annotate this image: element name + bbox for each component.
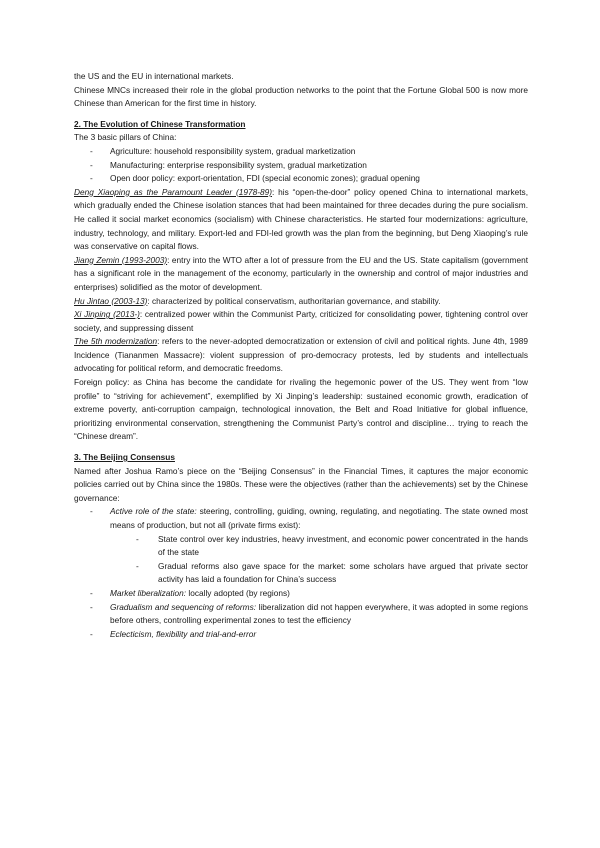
item-label: Active role of the state: bbox=[110, 506, 197, 517]
item-label: Gradualism and sequencing of reforms: bbox=[110, 601, 257, 612]
pillars-intro: The 3 basic pillars of China: bbox=[74, 132, 177, 143]
hu-label: Hu Jintao (2003-13) bbox=[74, 295, 148, 306]
intro-paragraph: Chinese MNCs increased their role in the global production networks to the point that the Fortune Global 500 is now more Chinese than American for the first time in history. bbox=[74, 84, 528, 109]
item-label: Eclecticism, flexibility and trial-and-error bbox=[110, 628, 257, 639]
page-content bbox=[74, 70, 528, 641]
list-item: - Manufacturing: enterprise responsibility system, gradual marketization bbox=[74, 159, 528, 173]
sub-list-item: - Gradual reforms also gave space for the market: some scholars have argued that private sector activity has laid a foundation for China’s success bbox=[110, 560, 528, 587]
beijing-consensus-intro: Named after Joshua Ramo’s piece on the “Beijing Consensus” in the Financial Times, it captures the major economic policies carried out by China since the 1980s. These were the objectives (rather than the achievements) set by the Chinese governance: bbox=[74, 465, 528, 503]
foreign-policy-paragraph: Foreign policy: as China has become the candidate for rivaling the hegemonic power of the US. They went from “low profile” to “striving for achievement”, exemplified by Xi Jinping’s leadership: sustained economic growth, eradication of extreme poverty, anti-corruption campaign, technological innovation, the Belt and Road Initiative for global influence, prioritizing environmental conservation, strengthening the Communist Party’s control and discipline… trying to reach the “Chinese dream”. bbox=[74, 377, 528, 442]
jiang-text: : entry into the WTO after a lot of pressure from the EU and the US. State capitalism (government has a significant role in the management of the economy, particularly in the ownership and control of major industries and enterprises) solidified as the motor of development. bbox=[74, 254, 528, 292]
fifth-modernization-label: The 5th modernization bbox=[74, 336, 158, 347]
deng-text: : his “open-the-door” policy opened China to international markets, which gradually ended the Chinese isolation stances that had been maintained for three decades during the pure socialism. He called it social market economics (socialism) with Chinese characteristics. He started four modernizations: agriculture, industry, technology, and military. Export-led and FDI-led growth was the plan from the beginning, but Deng Xiaoping’s rule was conservative on capital flows. bbox=[74, 186, 528, 252]
hu-text: : characterized by political conservatism, authoritarian governance, and stability. bbox=[147, 295, 441, 306]
list-item: - Open door policy: export-orientation, FDI (special economic zones); gradual opening bbox=[74, 172, 528, 186]
deng-label: Deng Xiaoping as the Paramount Leader (1978-89) bbox=[74, 186, 273, 197]
consensus-list bbox=[74, 505, 528, 641]
sub-list-item: - State control over key industries, heavy investment, and economic power concentrated in the hands of the state bbox=[110, 533, 528, 560]
xi-paragraph bbox=[74, 308, 528, 335]
section-2-heading: 2. The Evolution of Chinese Transformation bbox=[74, 118, 246, 129]
jiang-paragraph bbox=[74, 254, 528, 295]
deng-paragraph bbox=[74, 186, 528, 254]
section-3-heading: 3. The Beijing Consensus bbox=[74, 452, 175, 463]
item-text: locally adopted (by regions) bbox=[186, 587, 290, 598]
list-item: - Agriculture: household responsibility system, gradual marketization bbox=[74, 145, 528, 159]
fifth-modernization-paragraph bbox=[74, 335, 528, 376]
intro-line-1: the US and the EU in international markets. bbox=[74, 71, 234, 81]
pillars-list bbox=[74, 145, 528, 186]
jiang-label: Jiang Zemin (1993-2003) bbox=[74, 254, 168, 265]
item-label: Market liberalization: bbox=[110, 587, 187, 598]
list-item bbox=[74, 587, 528, 601]
xi-text: : centralized power within the Communist Party, criticized for consolidating power, tightening control over society, and suppressing dissent bbox=[74, 309, 528, 333]
fifth-modernization-text: : refers to the never-adopted democratization or extension of civil and political rights. June 4th, 1989 Incidence (Tiananmen Massacre): violent suppression of pro-democracy protests, led by students and intellectuals advocating for political reform, and democratic freedoms. bbox=[74, 336, 528, 374]
list-item bbox=[74, 505, 528, 587]
item-text: steering, controlling, guiding, owning, regulating, and negotiating. The state owned most means of production, but not all (private firms exist): bbox=[110, 506, 528, 530]
list-item bbox=[74, 628, 528, 642]
hu-paragraph bbox=[74, 295, 528, 309]
xi-label: Xi Jinping (2013-) bbox=[74, 309, 140, 320]
sub-list bbox=[110, 533, 528, 587]
item-text: liberalization did not happen everywhere, it was adopted in some regions before others, controlling experimental zones to test the efficiency bbox=[110, 601, 528, 626]
list-item bbox=[74, 601, 528, 628]
